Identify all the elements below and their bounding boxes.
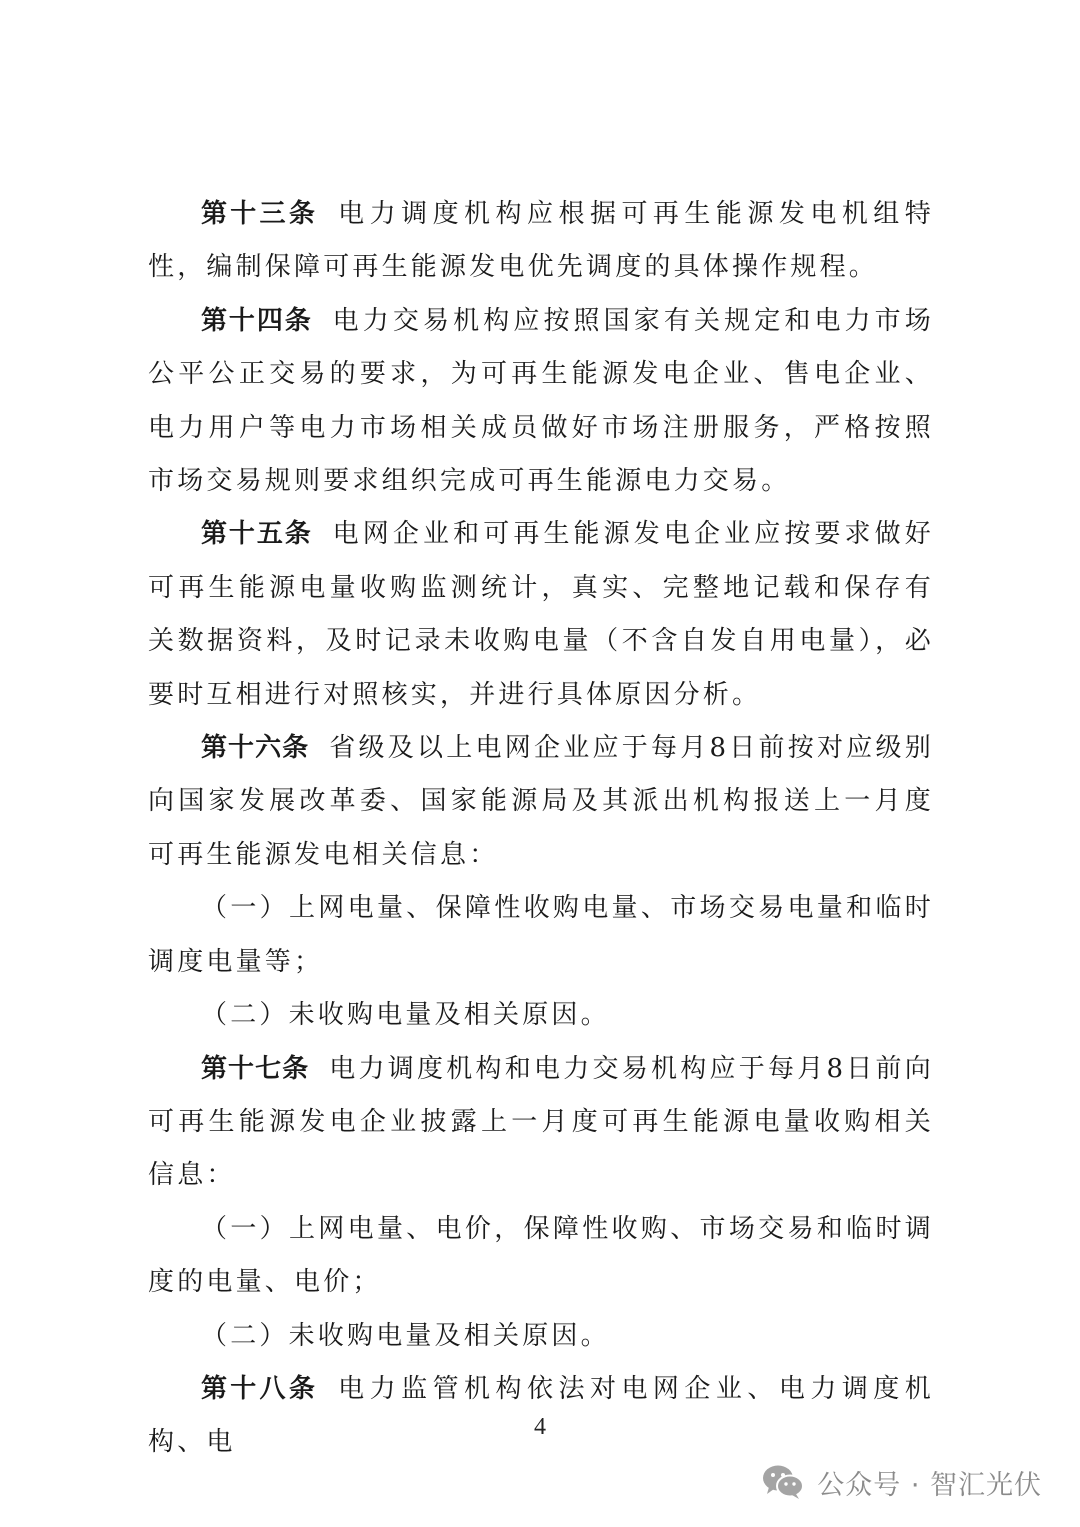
article-heading: 第十八条	[201, 1373, 319, 1404]
article-text: 电力监管机构依法对电网企业、电力调度机构、电	[148, 1373, 934, 1458]
article-16-item-2: （二）未收购电量及相关原因。	[201, 1000, 610, 1031]
article-heading: 第十四条	[201, 305, 313, 336]
watermark	[761, 1455, 1042, 1509]
document-body	[148, 188, 934, 1470]
wechat-icon	[761, 1463, 805, 1501]
article-17-item-2: （二）未收购电量及相关原因。	[201, 1320, 610, 1351]
article-heading: 第十五条	[201, 519, 313, 550]
article-text: 电力交易机构应按照国家有关规定和电力市场公平公正交易的要求，为可再生能源发电企业、售电企业、电力用户等电力市场相关成员做好市场注册服务，严格按照市场交易规则要求组织完成可再生能源电力交易。	[148, 305, 934, 497]
article-heading: 第十三条	[201, 199, 319, 229]
article-text: 省级及以上电网企业应于每月8日前按对应级别向国家发展改革委、国家能源局及其派出机构报送上一月度可再生能源发电相关信息：	[148, 733, 934, 870]
article-heading: 第十七条	[201, 1053, 310, 1084]
watermark-text: 公众号 · 智汇光伏	[817, 1469, 1042, 1501]
article-17-item-1: （一）上网电量、电价，保障性收购、市场交易和临时调度的电量、电价；	[148, 1213, 934, 1298]
article-15	[148, 508, 934, 722]
article-17	[148, 1043, 934, 1203]
article-text: 电力调度机构应根据可再生能源发电机组特性，编制保障可再生能源发电优先调度的具体操作规程。	[148, 199, 934, 283]
article-16	[148, 722, 934, 882]
article-text: 电力调度机构和电力交易机构应于每月8日前向可再生能源发电企业披露上一月度可再生能源电量收购相关信息：	[148, 1053, 934, 1191]
page-number: 4	[534, 1414, 546, 1440]
article-14	[148, 295, 934, 509]
article-heading: 第十六条	[201, 733, 310, 764]
article-13	[148, 188, 934, 295]
article-text: 电网企业和可再生能源发电企业应按要求做好可再生能源电量收购监测统计，真实、完整地记载和保存有关数据资料，及时记录未收购电量（不含自发自用电量），必要时互相进行对照核实，并进行具体原因分析。	[148, 519, 934, 710]
article-16-item-1: （一）上网电量、保障性收购电量、市场交易电量和临时调度电量等；	[148, 893, 934, 977]
